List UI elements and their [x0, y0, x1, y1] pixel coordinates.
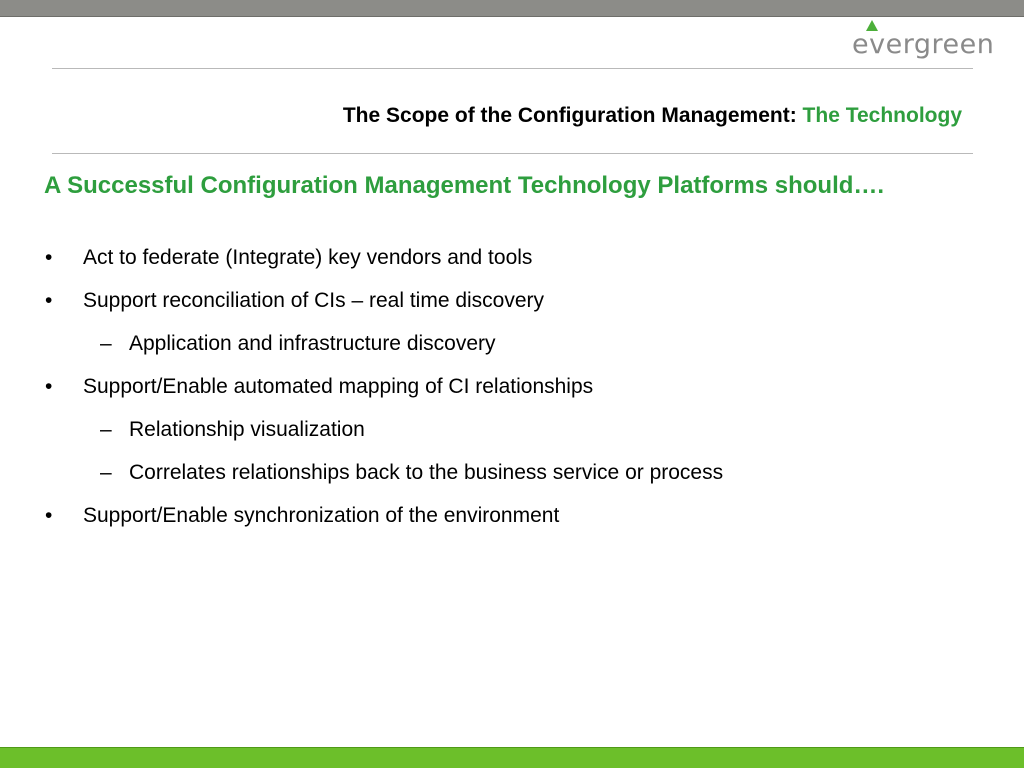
bullet-text: Act to federate (Integrate) key vendors and tools	[83, 246, 533, 269]
bottom-bar	[0, 747, 1024, 768]
bullet-text: Support/Enable synchronization of the environment	[83, 504, 560, 527]
logo-wordmark: evergreen	[852, 29, 995, 60]
sub-bullet-text: Relationship visualization	[129, 418, 365, 441]
title-divider	[52, 153, 973, 154]
sub-bullet-marker: –	[100, 461, 112, 484]
bullet-marker: •	[45, 504, 53, 527]
bullet-text: Support reconciliation of CIs – real time discovery	[83, 289, 545, 312]
bullet-text: Support/Enable automated mapping of CI relationships	[83, 375, 594, 398]
bullet-marker: •	[45, 246, 53, 269]
bullet-marker: •	[45, 289, 53, 312]
bullet-marker: •	[45, 375, 53, 398]
sub-bullet-text: Correlates relationships back to the business service or process	[129, 461, 724, 484]
top-bar	[0, 0, 1024, 17]
sub-bullet-marker: –	[100, 332, 112, 355]
slide-title	[343, 102, 962, 130]
slide-title-accent: The Technology	[802, 104, 962, 127]
sub-bullet-text: Application and infrastructure discovery	[129, 332, 496, 355]
header-divider	[52, 68, 973, 69]
slide-title-main: The Scope of the Configuration Management:	[342, 104, 803, 127]
sub-bullet-marker: –	[100, 418, 112, 441]
content-heading: A Successful Configuration Management Technology Platforms should….	[44, 172, 885, 199]
evergreen-logo	[846, 18, 995, 64]
